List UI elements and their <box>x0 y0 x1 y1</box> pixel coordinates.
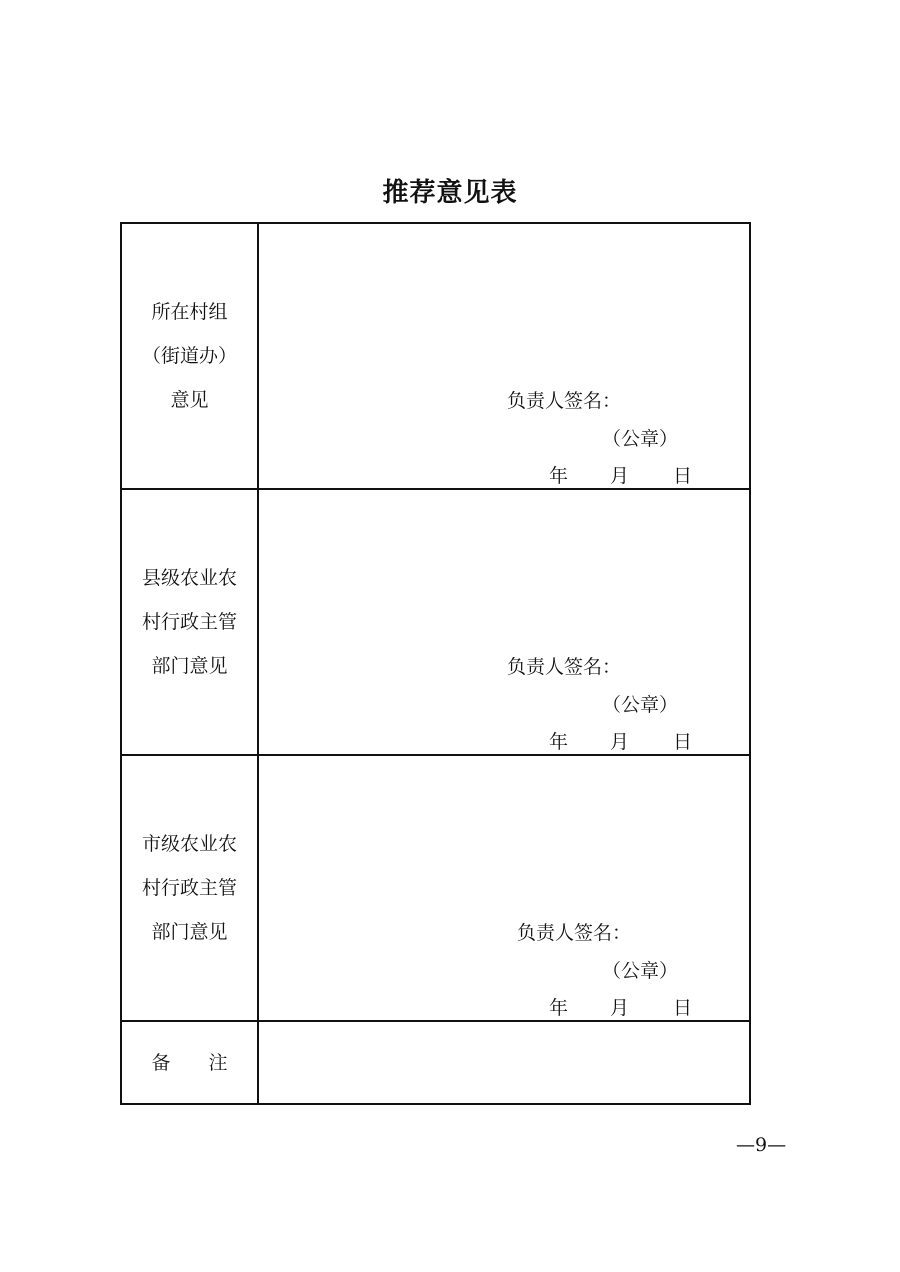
section-label <box>122 224 259 488</box>
date-month: 月 <box>610 465 630 487</box>
label-line: 市级农业农 <box>141 833 237 855</box>
remarks-input-area[interactable] <box>259 1022 749 1103</box>
date-day: 日 <box>673 465 693 487</box>
label-line: 所在村组 <box>151 301 228 323</box>
date-line <box>549 461 692 488</box>
date-year: 年 <box>549 997 569 1019</box>
label-line: 部门意见 <box>151 655 228 677</box>
section-remarks <box>122 1022 749 1103</box>
remarks-label-part2: 注 <box>208 1051 228 1074</box>
remarks-label <box>122 1022 259 1103</box>
label-line: 意见 <box>170 389 209 411</box>
section-village-opinion <box>122 224 749 490</box>
opinion-input-area[interactable] <box>259 224 749 488</box>
signature-label: 负责人签名： <box>507 390 622 412</box>
signature-label: 负责人签名： <box>507 656 622 678</box>
label-line: 县级农业农 <box>141 567 237 589</box>
date-year: 年 <box>549 731 569 753</box>
signature-label: 负责人签名： <box>517 922 632 944</box>
label-line: （街道办） <box>141 345 237 367</box>
remarks-label-part1: 备 <box>151 1051 171 1074</box>
label-line: 部门意见 <box>151 921 228 943</box>
section-label <box>122 490 259 754</box>
section-city-opinion <box>122 756 749 1022</box>
seal-label: （公章） <box>602 694 679 716</box>
label-line: 村行政主管 <box>141 877 237 899</box>
label-line: 村行政主管 <box>141 611 237 633</box>
section-label <box>122 756 259 1020</box>
date-line <box>549 993 692 1020</box>
date-month: 月 <box>610 731 630 753</box>
date-year: 年 <box>549 465 569 487</box>
seal-label: （公章） <box>602 428 679 450</box>
form-title: 推荐意见表 <box>382 178 518 208</box>
opinion-input-area[interactable] <box>259 756 749 1020</box>
recommendation-form-table <box>120 222 751 1105</box>
seal-label: （公章） <box>602 960 679 982</box>
date-day: 日 <box>673 997 693 1019</box>
section-county-opinion <box>122 490 749 756</box>
date-day: 日 <box>673 731 693 753</box>
page-number: —9— <box>736 1134 787 1156</box>
date-line <box>549 727 692 754</box>
opinion-input-area[interactable] <box>259 490 749 754</box>
date-month: 月 <box>610 997 630 1019</box>
